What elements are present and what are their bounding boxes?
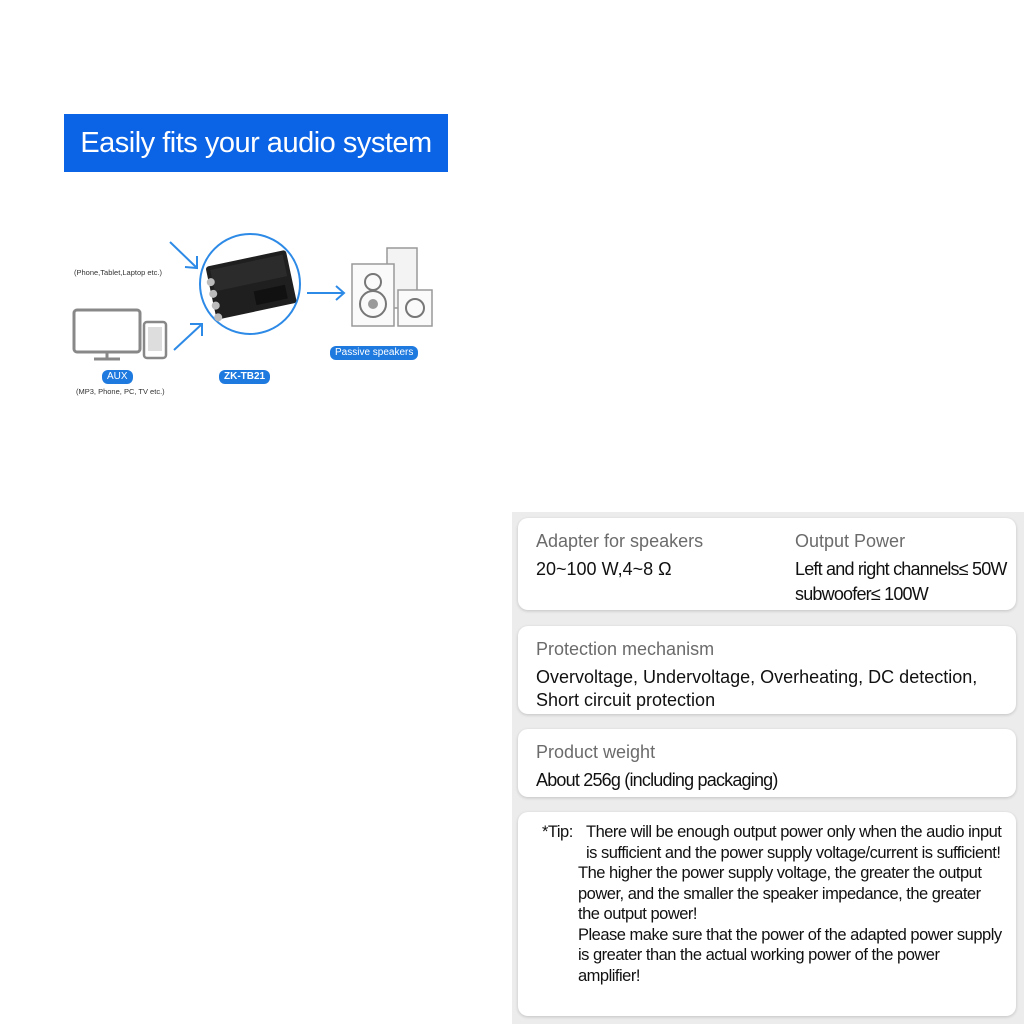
speakers-icon xyxy=(352,248,432,326)
protection-line-2: Short circuit protection xyxy=(536,690,716,710)
protection-line-1: Overvoltage, Undervoltage, Overheating, DC detection, xyxy=(536,667,978,687)
monitor-icon xyxy=(74,310,140,359)
arrow-out-icon xyxy=(307,286,344,300)
spec-card-weight xyxy=(518,729,1016,797)
amplifier-board-icon xyxy=(200,234,300,334)
protection-title: Protection mechanism xyxy=(536,639,715,659)
aux-sub-label: (MP3, Phone, PC, TV etc.) xyxy=(76,387,165,396)
phone-icon xyxy=(144,322,166,358)
weight-title: Product weight xyxy=(536,742,656,762)
spec-card-adapter-output xyxy=(518,518,1016,610)
tip-paragraph-1: There will be enough output power only when the audio input is sufficient and the power supply voltage/current is sufficient! xyxy=(586,823,1002,862)
output-line-2: subwoofer≤ 100W xyxy=(795,584,928,604)
tip-prefix: *Tip: xyxy=(542,823,573,841)
output-line-1: Left and right channels≤ 50W xyxy=(795,559,1007,579)
tip-paragraph-3: Please make sure that the power of the adapted power supply is greater than the actual working power of the power amplifier! xyxy=(578,925,1002,985)
output-title: Output Power xyxy=(795,531,906,551)
tip-paragraph-2: The higher the power supply voltage, the greater the output power, and the smaller the speaker impedance, the greater the output power! xyxy=(578,864,982,923)
tip-card xyxy=(518,812,1016,1016)
phone-label: (Phone,Tablet,Laptop etc.) xyxy=(74,268,162,277)
device-label: ZK-TB21 xyxy=(219,370,270,384)
speakers-label: Passive speakers xyxy=(330,346,418,360)
arrow-in-bottom-icon xyxy=(174,324,202,350)
spec-card-protection xyxy=(518,626,1016,714)
weight-value: About 256g (including packaging) xyxy=(536,770,778,790)
arrow-in-top-icon xyxy=(170,242,197,268)
banner-title: Easily fits your audio system xyxy=(64,114,448,172)
spec-panel xyxy=(512,512,1024,1024)
adapter-title: Adapter for speakers xyxy=(536,531,704,551)
adapter-value: 20~100 W,4~8 Ω xyxy=(536,559,672,579)
connection-diagram xyxy=(64,230,454,410)
aux-label: AUX xyxy=(102,370,133,384)
